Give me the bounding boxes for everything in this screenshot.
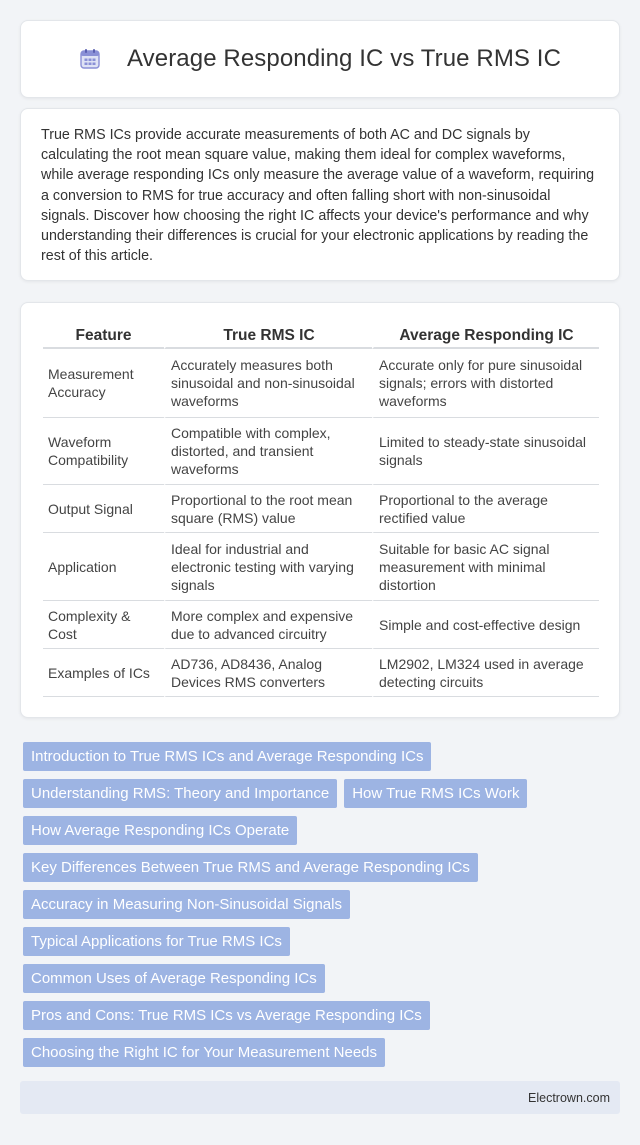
feature-cell: Application: [43, 533, 164, 601]
footer: [20, 1081, 620, 1114]
true-rms-cell: More complex and expensive due to advanced circuitry: [164, 601, 372, 649]
average-responding-cell: Accurate only for pure sinusoidal signals; errors with distorted waveforms: [372, 349, 599, 418]
topic-link[interactable]: Introduction to True RMS ICs and Average Responding ICs: [23, 742, 431, 771]
title-card: [20, 20, 620, 98]
feature-cell: Waveform Compatibility: [43, 418, 164, 485]
true-rms-cell: Ideal for industrial and electronic testing with varying signals: [164, 533, 372, 601]
topic-link[interactable]: How Average Responding ICs Operate: [23, 816, 297, 845]
column-header: Average Responding IC: [372, 325, 599, 349]
topic-link[interactable]: How True RMS ICs Work: [344, 779, 527, 808]
average-responding-cell: Simple and cost-effective design: [372, 601, 599, 649]
true-rms-cell: Accurately measures both sinusoidal and non-sinusoidal waveforms: [164, 349, 372, 418]
intro-paragraph: True RMS ICs provide accurate measurements of both AC and DC signals by calculating the root mean square value, making them ideal for complex waveforms, while average responding ICs only measure the average value of a waveform, requiring a conversion to RMS for true accuracy and often falling short with non-sinusoidal signals. Discover how choosing the right IC affects your device's performance and why understanding their differences is crucial for your electronic applications by reading the rest of this article.: [41, 127, 595, 265]
true-rms-cell: Proportional to the root mean square (RMS) value: [164, 485, 372, 533]
topic-link[interactable]: Understanding RMS: Theory and Importance: [23, 779, 337, 808]
topic-link[interactable]: Pros and Cons: True RMS ICs vs Average Responding ICs: [23, 1001, 430, 1030]
feature-cell: Measurement Accuracy: [43, 349, 164, 418]
topic-link[interactable]: Key Differences Between True RMS and Average Responding ICs: [23, 853, 478, 882]
table-row: [43, 601, 599, 649]
table-row: [43, 649, 599, 697]
comparison-card: [20, 302, 620, 718]
feature-cell: Complexity & Cost: [43, 601, 164, 649]
table-row: [43, 485, 599, 533]
calendar-icon: [79, 48, 101, 70]
topic-link[interactable]: Typical Applications for True RMS ICs: [23, 927, 290, 956]
related-topics: [23, 742, 623, 1075]
table-header-row: [43, 325, 599, 349]
average-responding-cell: Suitable for basic AC signal measurement with minimal distortion: [372, 533, 599, 601]
topic-link[interactable]: Accuracy in Measuring Non-Sinusoidal Signals: [23, 890, 350, 919]
true-rms-cell: AD736, AD8436, Analog Devices RMS converters: [164, 649, 372, 697]
average-responding-cell: Limited to steady-state sinusoidal signals: [372, 418, 599, 485]
intro-card: [20, 108, 620, 281]
table-row: [43, 533, 599, 601]
true-rms-cell: Compatible with complex, distorted, and transient waveforms: [164, 418, 372, 485]
page-title: Average Responding IC vs True RMS IC: [126, 45, 562, 72]
column-header: True RMS IC: [164, 325, 372, 349]
column-header: Feature: [43, 325, 164, 349]
feature-cell: Examples of ICs: [43, 649, 164, 697]
topic-link[interactable]: Choosing the Right IC for Your Measurement Needs: [23, 1038, 385, 1067]
topic-link[interactable]: Common Uses of Average Responding ICs: [23, 964, 325, 993]
feature-cell: Output Signal: [43, 485, 164, 533]
average-responding-cell: Proportional to the average rectified value: [372, 485, 599, 533]
comparison-table: [43, 325, 599, 697]
table-row: [43, 349, 599, 418]
average-responding-cell: LM2902, LM324 used in average detecting circuits: [372, 649, 599, 697]
table-row: [43, 418, 599, 485]
site-name[interactable]: Electrown.com: [528, 1090, 610, 1105]
